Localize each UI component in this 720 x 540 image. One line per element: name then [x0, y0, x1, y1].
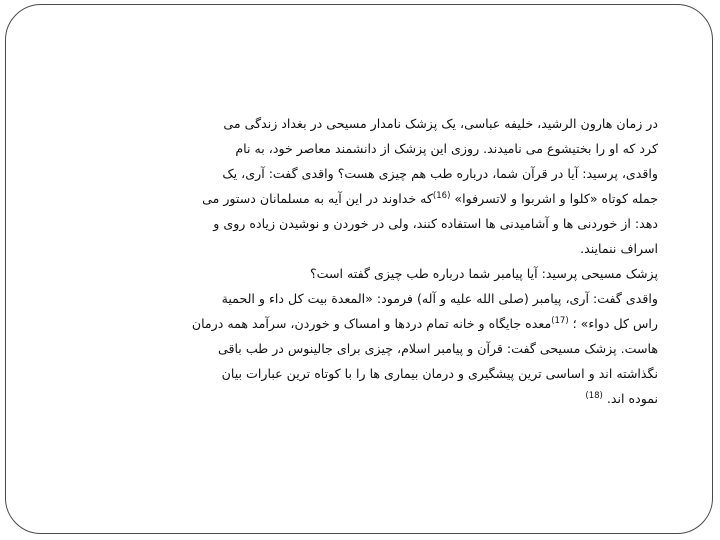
body-text [68, 111, 658, 411]
text-line-6: اسراف ننمایند. [580, 241, 658, 256]
line-4-after: که خداوند در این آیه به مسلمانان دستور می [202, 191, 433, 206]
text-line-5: دهد: از خوردنی ها و آشامیدنی ها استفاده کنند، ولی در خوردن و نوشیدن زیاده روی و [213, 216, 658, 231]
footnote-ref-16: (16) [432, 190, 451, 201]
line-12-before: نموده اند. [602, 391, 658, 406]
text-line-2: کرد که او را بختیشوع می نامیدند. روزی این پزشک از دانشمند معاصر خود، به نام [235, 141, 658, 156]
slide-frame [5, 4, 713, 534]
text-line-3: واقدی، پرسید: آیا در قرآن شما، درباره طب هم چیزی هست؟ واقدی گفت: آری، یک [222, 166, 658, 181]
text-line-10: هاست. پزشک مسیحی گفت: قرآن و پیامبر اسلام، چیزی برای جالینوس در طب باقی [217, 341, 658, 356]
line-4-before: جمله کوتاه «کلوا و اشربوا و لاتسرفوا» [450, 191, 658, 206]
line-9-after: معده جایگاه و خانه تمام دردها و امساک و خوردن، سرآمد همه درمان [191, 316, 552, 331]
text-line-4 [68, 186, 658, 211]
line-9-before: راس کل دواء» ؛ [568, 316, 658, 331]
text-line-12 [68, 386, 658, 411]
text-line-1: در زمان هارون الرشید، خلیفه عباسی، یک پزشک نامدار مسیحی در بغداد زندگی می [223, 116, 658, 131]
text-line-8: واقدی گفت: آری، پیامبر (صلی الله علیه و آله) فرمود: «المعدة بیت کل داء و الحمیة [221, 291, 658, 306]
footnote-ref-18: (18) [585, 390, 603, 401]
footnote-ref-17: (17) [551, 315, 569, 326]
text-line-11: نگذاشته اند و اساسی ترین پیشگیری و درمان بیماری ها را با کوتاه ترین عبارات بیان [221, 366, 658, 381]
text-line-7: پزشک مسیحی پرسید: آیا پیامبر شما درباره طب چیزی گفته است؟ [309, 266, 658, 281]
text-line-9 [68, 311, 658, 336]
